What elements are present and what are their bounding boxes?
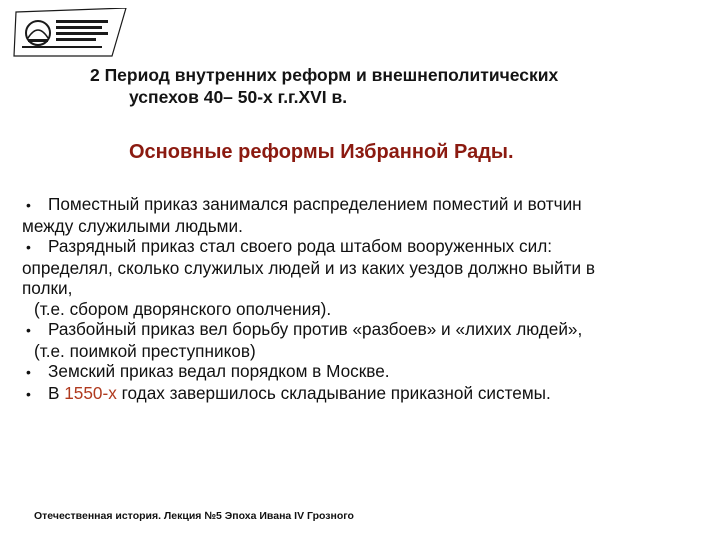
list-item xyxy=(22,194,702,216)
footer-caption: Отечественная история. Лекция №5 Эпоха Ивана IV Грозного xyxy=(34,510,354,522)
reform-list xyxy=(22,194,702,404)
item-text: В xyxy=(48,382,65,403)
item-text: Земский приказ ведал порядком в Москве. xyxy=(48,361,390,381)
item-text: Разрядный приказ стал своего рода штабом вооруженных сил: xyxy=(48,236,553,256)
item-text: Поместный приказ занимался распределением поместий и вотчин xyxy=(48,194,582,214)
item-text: Разбойный приказ вел борьбу против «разбоев» и «лихих людей», xyxy=(48,319,583,339)
list-item-continuation: определял, сколько служилых людей и из каких уездов должно выйти в xyxy=(22,257,596,278)
section-subtitle: Основные реформы Избранной Рады. xyxy=(129,141,514,163)
university-logo xyxy=(8,8,132,58)
list-item-continuation: полки, xyxy=(22,278,73,298)
list-item xyxy=(22,361,702,383)
slide-title xyxy=(90,64,700,108)
bullet-icon: • xyxy=(26,239,31,255)
title-line-1: 2 Период внутренних реформ и внешнеполитических xyxy=(90,65,559,85)
list-item xyxy=(22,236,702,258)
bullet-icon: • xyxy=(26,197,31,213)
list-item-continuation: (т.е. поимкой преступников) xyxy=(34,340,256,361)
item-text: годах завершилось складывание приказной системы. xyxy=(116,382,551,403)
list-item xyxy=(22,383,702,405)
list-item xyxy=(22,319,702,341)
list-item-continuation: (т.е. сбором дворянского ополчения). xyxy=(34,298,332,319)
bullet-icon: • xyxy=(26,364,31,380)
highlighted-date: 1550-х xyxy=(64,382,117,403)
title-line-2: успехов 40– 50-х г.г.XVI в. xyxy=(129,87,348,107)
bullet-icon: • xyxy=(26,322,31,338)
bullet-icon: • xyxy=(26,385,31,402)
list-item-continuation: между служилыми людьми. xyxy=(22,215,243,236)
